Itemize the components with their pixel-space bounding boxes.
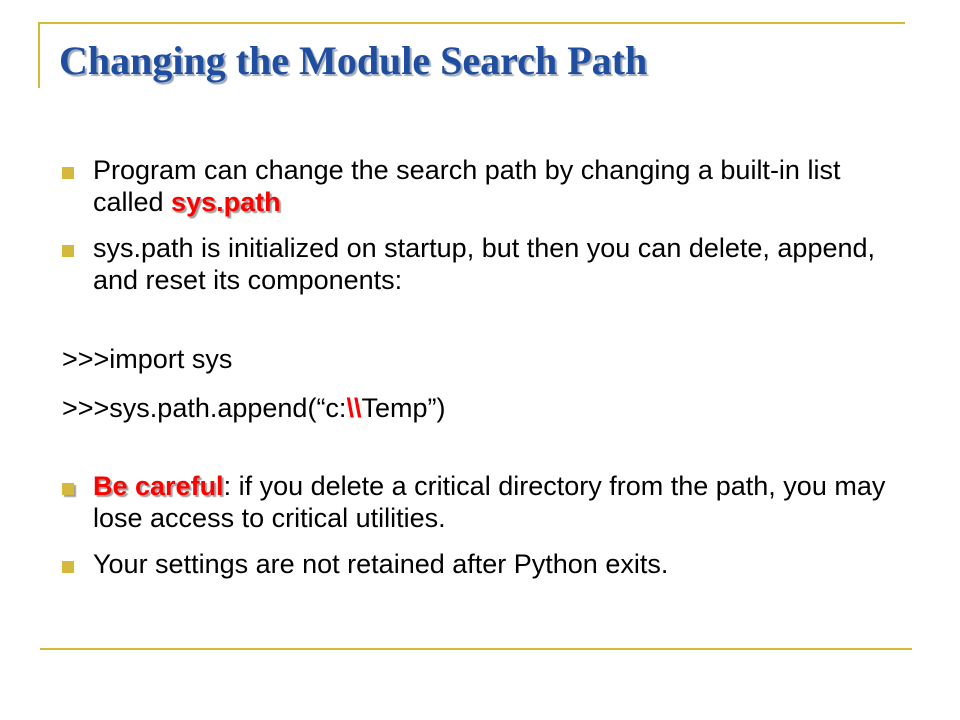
bullet-item-1 xyxy=(93,154,903,218)
top-rule xyxy=(40,22,905,24)
sys-path-highlight: sys.path xyxy=(171,187,281,217)
bottom-rule xyxy=(40,648,912,650)
code-line-2-start: >>>sys.path.append(“c: xyxy=(62,393,347,423)
bullet-1-text: Program can change the search path by changing a built-in list called xyxy=(93,155,841,217)
bullet-square-icon xyxy=(62,245,74,257)
bullet-item-3 xyxy=(93,470,903,534)
bullet-3-text: : if you delete a critical directory from the path, you may lose access to critical utilities. xyxy=(93,471,886,533)
code-line-2 xyxy=(62,392,445,424)
code-line-2-end: Temp”) xyxy=(361,393,446,423)
bullet-square-icon xyxy=(62,483,74,495)
code-line-1: >>>import sys xyxy=(62,344,233,374)
bullet-square-icon xyxy=(62,561,74,573)
slide-title: Changing the Module Search Path xyxy=(59,38,648,83)
left-rule xyxy=(38,22,40,88)
bullet-item-2: sys.path is initialized on startup, but then you can delete, append, and reset its components: xyxy=(93,233,876,295)
bullet-item-4: Your settings are not retained after Python exits. xyxy=(93,549,669,579)
backslash-highlight: \\ xyxy=(346,393,362,423)
bullet-square-icon xyxy=(62,167,74,179)
be-careful-highlight: Be careful xyxy=(93,471,224,501)
